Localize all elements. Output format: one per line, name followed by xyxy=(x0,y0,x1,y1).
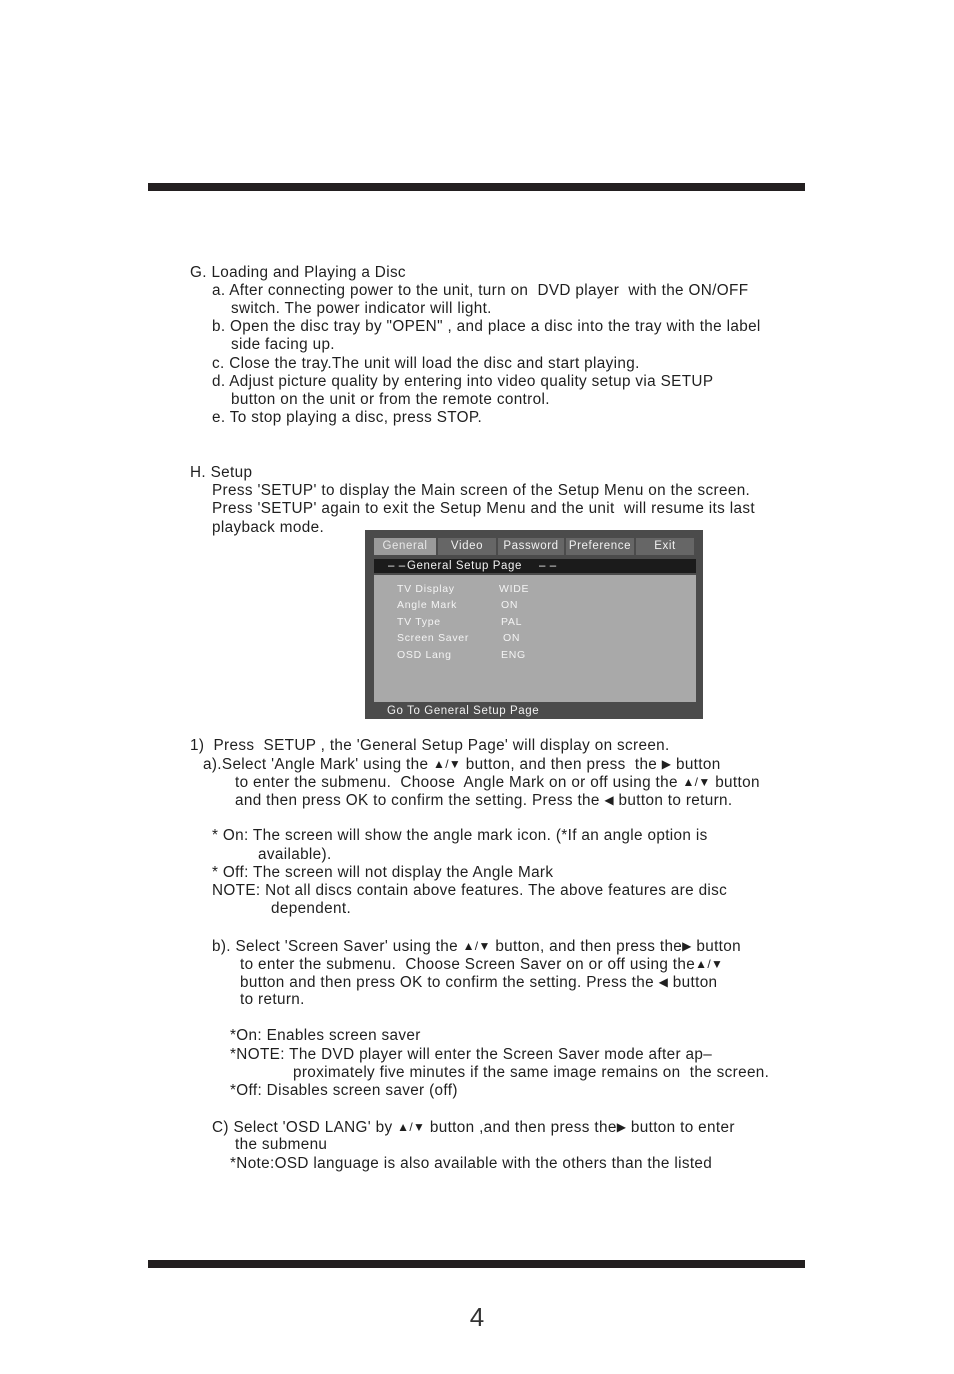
text-fragment: button xyxy=(671,756,721,773)
section-g-heading xyxy=(190,264,406,282)
step-c-line-1 xyxy=(212,1118,735,1137)
menu-row-value: ON xyxy=(503,632,521,644)
menu-row-value: PAL xyxy=(501,616,523,628)
page-number: 4 xyxy=(469,1302,485,1332)
section-g-step-c: c. Close the tray.The unit will load the disc and start playing. xyxy=(212,355,640,372)
menu-row-label: Angle Mark xyxy=(397,599,458,611)
features-note-cont: dependent. xyxy=(271,900,352,917)
section-g-step-e: e. To stop playing a disc, press STOP. xyxy=(212,409,483,426)
text-fragment: button xyxy=(710,774,760,791)
section-h-para-2: Press 'SETUP' again to exit the Setup Menu and the unit will resume its last xyxy=(212,500,755,517)
section-g-title: . Loading and Playing a Disc xyxy=(202,264,406,281)
tab-general: General xyxy=(374,538,436,555)
bottom-rule xyxy=(148,1260,805,1268)
left-arrow-icon: ◀ xyxy=(604,793,614,807)
text-fragment: a).Select 'Angle Mark' using the xyxy=(203,756,433,773)
tab-video: Video xyxy=(438,538,496,555)
text-fragment: button, and then press the xyxy=(490,938,683,955)
title-dashes-left: – – xyxy=(388,560,406,572)
step-b-line-1 xyxy=(212,937,741,956)
section-g-step-a-cont: switch. The power indicator will light. xyxy=(231,300,492,317)
step-a-line-3 xyxy=(235,791,733,810)
text-fragment: button to enter xyxy=(626,1119,735,1136)
up-down-arrow-icon: ▲/▼ xyxy=(432,757,462,771)
step-b-line-3 xyxy=(240,973,717,992)
tab-password: Password xyxy=(498,538,564,555)
angle-on-note-cont: available). xyxy=(258,846,332,863)
tab-exit: Exit xyxy=(636,538,694,555)
text-fragment: to enter the submenu. Choose Screen Saver on or off using the xyxy=(240,956,696,973)
right-arrow-icon: ▶ xyxy=(616,1120,627,1134)
text-fragment: button ,and then press the xyxy=(425,1119,617,1136)
step-b-line-2 xyxy=(240,955,723,974)
left-arrow-icon: ◀ xyxy=(658,975,669,989)
text-fragment: button xyxy=(691,938,741,955)
menu-row-label: OSD Lang xyxy=(397,649,452,661)
top-rule xyxy=(148,183,805,191)
text-fragment: button, and then press the xyxy=(461,756,662,773)
menu-row-label: Screen Saver xyxy=(397,632,470,644)
step-c-line-2: the submenu xyxy=(235,1136,328,1153)
up-down-arrow-icon: ▲/▼ xyxy=(682,775,711,789)
step-b-line-4: to return. xyxy=(240,991,305,1008)
text-fragment: button and then press OK to confirm the setting. Press the xyxy=(240,974,659,991)
menu-row-label: TV Type xyxy=(397,616,441,628)
menu-footer: Go To General Setup Page xyxy=(387,705,540,717)
text-fragment: and then press OK to confirm the setting. Press the xyxy=(235,792,605,809)
screen-saver-on: *On: Enables screen saver xyxy=(230,1027,421,1044)
section-g-step-d-cont: button on the unit or from the remote control. xyxy=(231,391,550,408)
menu-options-panel xyxy=(374,575,696,702)
screen-saver-note: *NOTE: The DVD player will enter the Screen Saver mode after ap– xyxy=(230,1046,713,1063)
screen-saver-off: *Off: Disables screen saver (off) xyxy=(230,1082,458,1099)
up-down-arrow-icon: ▲/▼ xyxy=(397,1120,426,1134)
screen-saver-note-cont: proximately five minutes if the same image remains on the screen. xyxy=(293,1064,770,1081)
section-h-heading xyxy=(190,464,252,482)
menu-title-bar xyxy=(374,559,696,573)
up-down-arrow-icon: ▲/▼ xyxy=(462,939,491,953)
section-h-para-1: Press 'SETUP' to display the Main screen of the Setup Menu on the screen. xyxy=(212,482,751,499)
section-g-step-a: a. After connecting power to the unit, turn on DVD player with the ON/OFF xyxy=(212,282,749,299)
menu-row-value: WIDE xyxy=(499,583,530,595)
menu-row-value: ENG xyxy=(501,649,526,661)
setup-menu-screenshot xyxy=(365,530,703,719)
section-g-step-b-cont: side facing up. xyxy=(231,336,335,353)
tab-preference: Preference xyxy=(566,538,634,555)
section-g-step-b: b. Open the disc tray by "OPEN" , and place a disc into the tray with the label xyxy=(212,318,761,335)
step-1: 1) Press SETUP , the 'General Setup Page' will display on screen. xyxy=(190,737,670,754)
right-arrow-icon: ▶ xyxy=(682,939,692,953)
menu-row-label: TV Display xyxy=(397,583,455,595)
step-a-line-2 xyxy=(235,773,760,792)
section-g-step-d: d. Adjust picture quality by entering into video quality setup via SETUP xyxy=(212,373,714,390)
right-arrow-icon: ▶ xyxy=(661,757,672,771)
section-h-title: . Setup xyxy=(201,464,253,481)
title-dashes-right: – – xyxy=(539,560,557,572)
menu-row-value: ON xyxy=(501,599,519,611)
up-down-arrow-icon: ▲/▼ xyxy=(695,957,724,971)
features-note: NOTE: Not all discs contain above features. The above features are disc xyxy=(212,882,728,899)
text-fragment: C) Select 'OSD LANG' by xyxy=(212,1119,398,1136)
menu-page-title: General Setup Page xyxy=(407,560,523,572)
section-h-para-3: playback mode. xyxy=(212,519,325,536)
step-a-line-1 xyxy=(203,755,721,774)
text-fragment: to enter the submenu. Choose Angle Mark on or off using the xyxy=(235,774,683,791)
text-fragment: button xyxy=(668,974,718,991)
section-h-letter: H xyxy=(190,464,202,481)
osd-language-note: *Note:OSD language is also available with the others than the listed xyxy=(230,1155,713,1172)
text-fragment: button to return. xyxy=(613,792,733,809)
section-g-letter: G xyxy=(190,264,203,281)
angle-on-note: * On: The screen will show the angle mark icon. (*If an angle option is xyxy=(212,827,708,844)
angle-off-note: * Off: The screen will not display the Angle Mark xyxy=(212,864,554,881)
text-fragment: b). Select 'Screen Saver' using the xyxy=(212,938,463,955)
